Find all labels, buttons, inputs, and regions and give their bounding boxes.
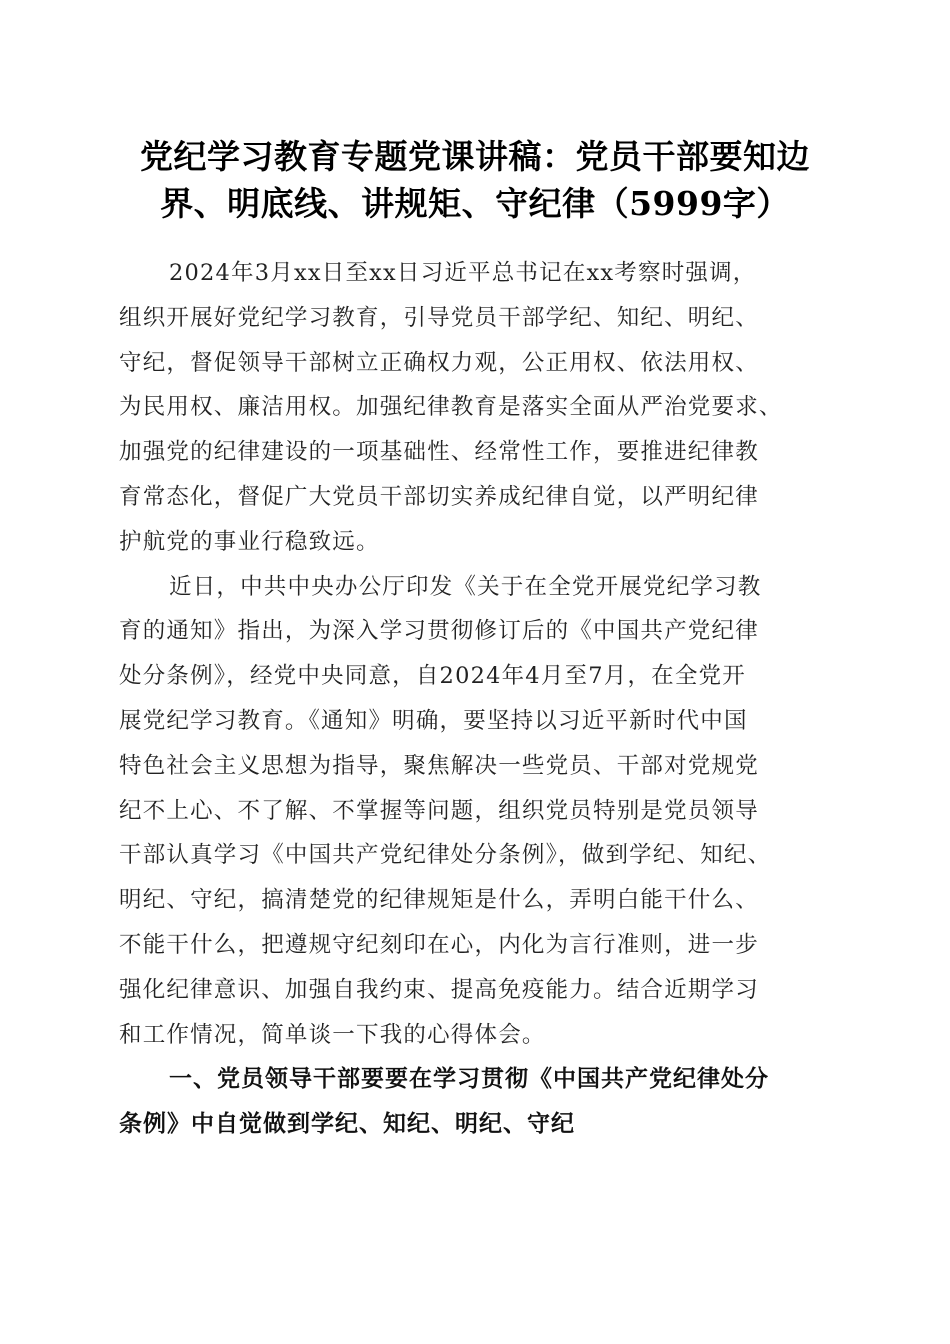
paragraph-line: 处分条例》，经党中央同意，自2024年4月至7月，在全党开 (119, 663, 746, 690)
section-heading-1 (119, 1057, 831, 1147)
paragraph-line: 和工作情况，简单谈一下我的心得体会。 (119, 1021, 546, 1048)
paragraph-line: 护航党的事业行稳致远。 (119, 528, 380, 555)
heading-line: 一、党员领导干部要要在学习贯彻《中国共产党纪律处分 (169, 1066, 769, 1093)
title-line: 党纪学习教育专题党课讲稿：党员干部要知边 (140, 137, 810, 176)
paragraph-line: 育常态化，督促广大党员干部切实养成纪律自觉，以严明纪律 (119, 483, 759, 510)
paragraph-line: 不能干什么，把遵规守纪刻印在心，内化为言行准则，进一步 (119, 931, 759, 958)
paragraph-line: 守纪，督促领导干部树立正确权力观，公正用权、依法用权、 (119, 349, 759, 376)
paragraph-line: 为民用权、廉洁用权。加强纪律教育是落实全面从严治党要求、 (119, 394, 783, 421)
paragraph-line: 组织开展好党纪学习教育，引导党员干部学纪、知纪、明纪、 (119, 304, 759, 331)
paragraph-notice (119, 565, 831, 1058)
paragraph-line: 加强党的纪律建设的一项基础性、经常性工作，要推进纪律教 (119, 439, 759, 466)
title-line: 界、明底线、讲规矩、守纪律（5999字） (160, 184, 790, 223)
paragraph-intro (119, 251, 831, 565)
paragraph-line: 特色社会主义思想为指导，聚焦解决一些党员、干部对党规党 (119, 752, 759, 779)
heading-line: 条例》中自觉做到学纪、知纪、明纪、守纪 (119, 1111, 575, 1138)
document-title (110, 133, 840, 227)
paragraph-line: 强化纪律意识、加强自我约束、提高免疫能力。结合近期学习 (119, 976, 759, 1003)
paragraph-line: 纪不上心、不了解、不掌握等问题，组织党员特别是党员领导 (119, 797, 759, 824)
document-body (119, 251, 831, 1147)
paragraph-line: 2024年3月xx日至xx日习近平总书记在xx考察时强调， (169, 260, 757, 286)
paragraph-line: 近日，中共中央办公厅印发《关于在全党开展党纪学习教 (169, 573, 762, 600)
paragraph-line: 育的通知》指出，为深入学习贯彻修订后的《中国共产党纪律 (119, 618, 759, 645)
paragraph-line: 明纪、守纪，搞清楚党的纪律规矩是什么，弄明白能干什么、 (119, 887, 759, 914)
paragraph-line: 展党纪学习教育。《通知》明确，要坚持以习近平新时代中国 (119, 707, 748, 734)
paragraph-line: 干部认真学习《中国共产党纪律处分条例》，做到学纪、知纪、 (119, 842, 772, 869)
